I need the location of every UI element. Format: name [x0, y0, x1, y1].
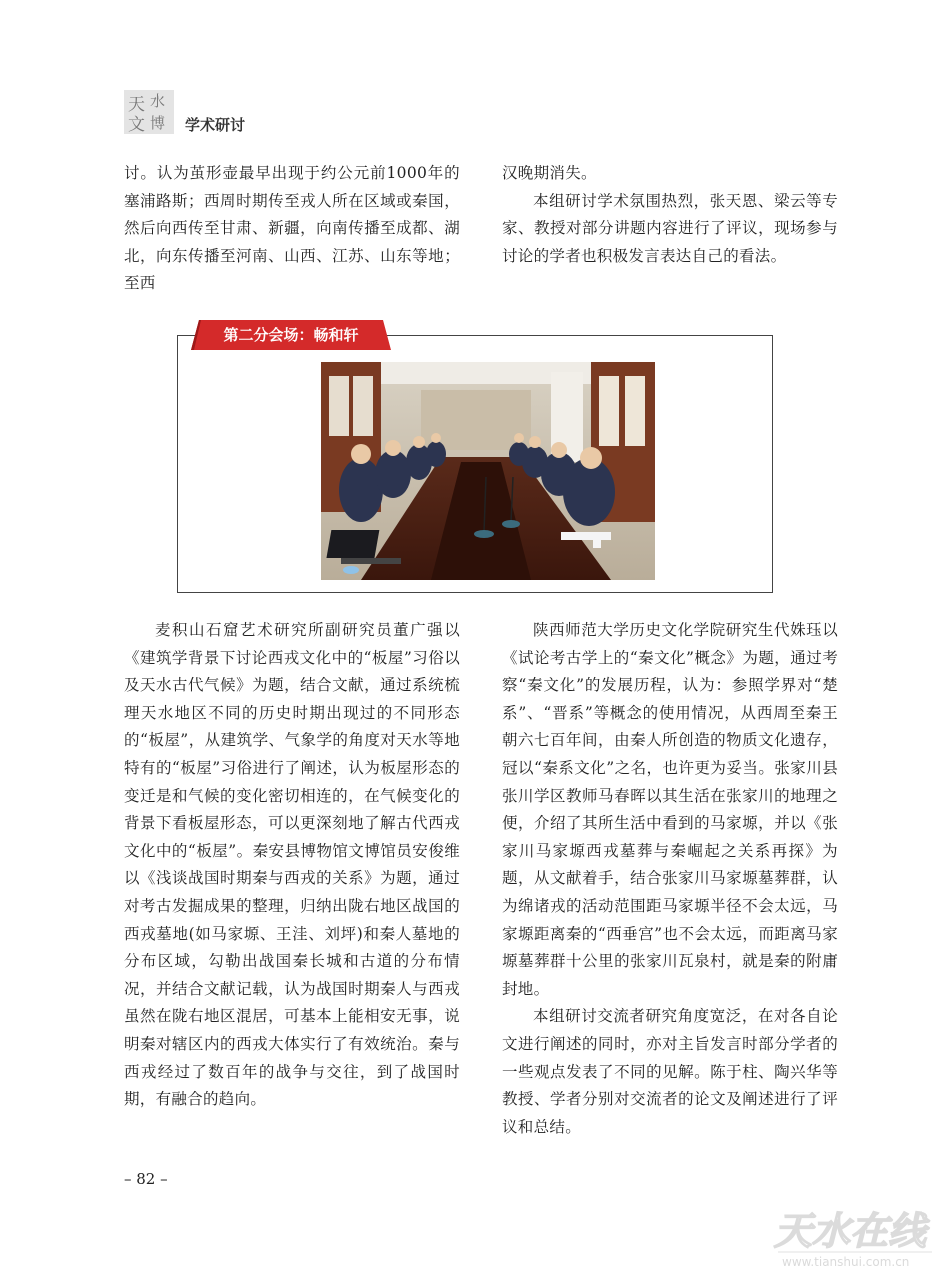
- logo-char-4: 博: [150, 114, 166, 132]
- paragraph-right-top-1: 汉晚期消失。: [502, 164, 597, 182]
- section-label: 学术研讨: [185, 116, 246, 134]
- site-watermark: [768, 1200, 938, 1270]
- paragraph-right-bottom-2: 本组研讨交流者研究角度宽泛，在对各自论文进行阐述的同时，亦对主旨发言时部分学者的一些观点发表了不同的见解。陈于柱、陶兴华等教授、学者分别对交流者的论文及阐述进行了评议和总结。: [502, 1007, 838, 1136]
- logo-char-1: 天: [128, 95, 145, 115]
- left-column-bottom: [124, 617, 460, 1114]
- paragraph-left-bottom: 麦积山石窟艺术研究所副研究员董广强以《建筑学背景下讨论西戎文化中的“板屋”习俗以及天水古代气候》为题，结合文献，通过系统梳理天水地区不同的历史时期出现过的不同形态的“板屋”，从建筑学、气象学的角度对天水等地特有的“板屋”习俗进行了阐述，认为板屋形态的变迁是和气候的变化密切相连的，在气候变化的背景下看板屋形态，可以更深刻地了解古代西戎文化中的“板屋”。秦安县博物馆文博馆员安俊维以《浅谈战国时期秦与西戎的关系》为题，通过对考古发掘成果的整理，归纳出陇右地区战国的西戎墓地(如马家塬、王洼、刘坪)和秦人墓地的分布区域，勾勒出战国秦长城和古道的分布情况，并结合文献记载，认为战国时期秦人与西戎虽然在陇右地区混居，可基本上能相安无事，说明秦对辖区内的西戎大体实行了有效统治。秦与西戎经过了数百年的战争与交往，到了战国时期，有融合的趋向。: [124, 621, 460, 1109]
- watermark-text: 天水在线: [774, 1209, 927, 1253]
- logo-char-3: 文: [128, 115, 145, 134]
- meeting-photo: [321, 362, 655, 580]
- page-number: – 82 –: [124, 1170, 168, 1188]
- paragraph-right-top-2: 本组研讨学术氛围热烈，张天恩、梁云等专家、教授对部分讲题内容进行了评议，现场参与讨论的学者也积极发言表达自己的看法。: [502, 191, 838, 265]
- right-column-bottom: [502, 617, 838, 1141]
- left-column-top: [124, 160, 460, 298]
- paragraph-left-top: 讨。认为茧形壶最早出现于约公元前1000年的塞浦路斯；西周时期传至戎人所在区域或秦国，然后向西传至甘肃、新疆，向南传播至成都、湖北，向东传播至河南、山西、江苏、山东等地；至西: [124, 164, 460, 293]
- watermark-url: www.tianshui.com.cn: [782, 1255, 910, 1269]
- right-column-top: [502, 160, 838, 270]
- logo-char-2: 水: [150, 92, 166, 110]
- paragraph-right-bottom-1: 陕西师范大学历史文化学院研究生代姝珏以《试论考古学上的“秦文化”概念》为题，通过考察“秦文化”的发展历程，认为：参照学界对“楚系”、“晋系”等概念的使用情况，从西周至秦王朝六七百年间，由秦人所创造的物质文化遗存，冠以“秦系文化”之名，也许更为妥当。张家川县张川学区教师马春晖以其生活在张家川的地理之便，介绍了其所生活中看到的马家塬，并以《张家川马家塬西戎墓葬与秦崛起之关系再探》为题，从文献着手，结合张家川马家塬墓葬群，认为绵诸戎的活动范围距马家塬半径不会太远，马家塬距离秦的“西垂宫”也不会太远，而距离马家塬墓葬群十公里的张家川瓦泉村，就是秦的附庸封地。: [502, 621, 838, 998]
- magazine-logo: [124, 90, 174, 134]
- session-banner-title: 第二分会场：畅和轩: [223, 326, 359, 344]
- session-banner: [191, 320, 391, 350]
